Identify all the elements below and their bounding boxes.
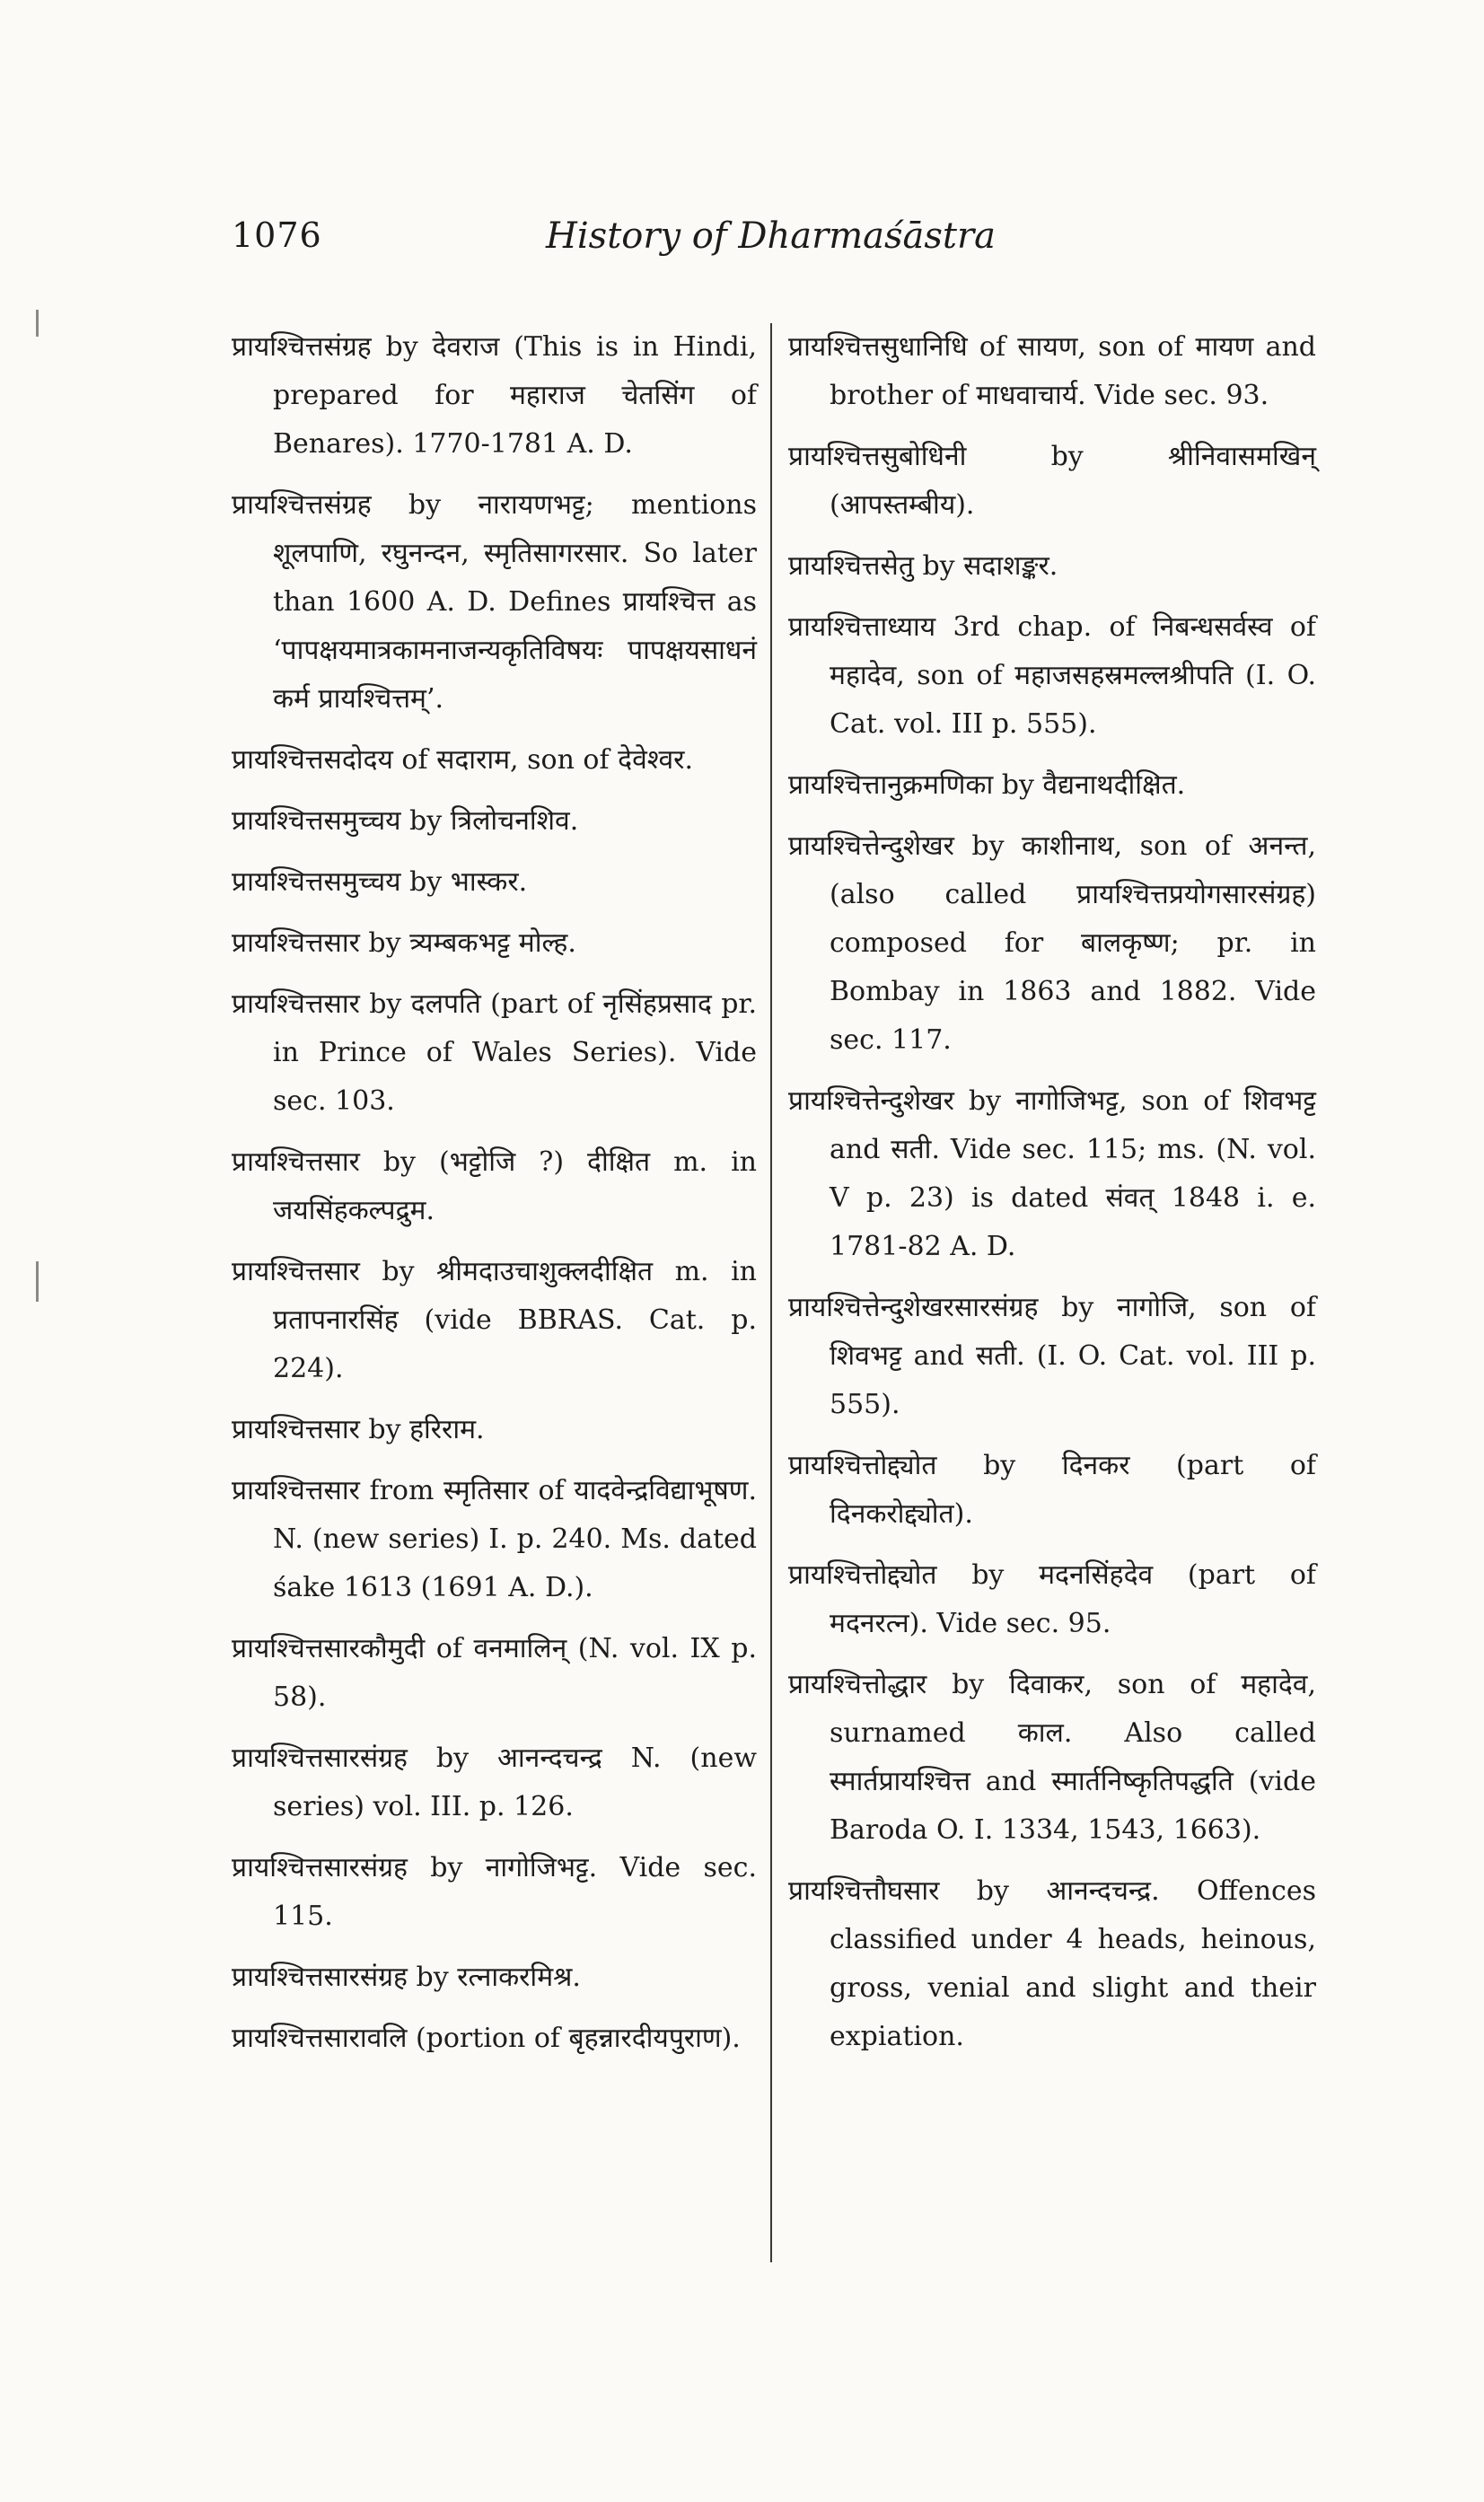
index-entry: प्रायश्चित्तसारसंग्रह by नागोजिभट्ट. Vide sec. 115. xyxy=(232,1852,757,1932)
index-entry: प्रायश्चित्तसमुच्चय by भास्कर. xyxy=(232,866,528,898)
scan-mark xyxy=(36,310,39,337)
index-entry: प्रायश्चित्तसार by त्र्यम्बकभट्ट मोल्ह. xyxy=(232,927,576,959)
index-entry: प्रायश्चित्तेन्दुशेखर by नागोजिभट्ट, son of शिवभट्ट and सती. Vide sec. 115; ms. (N. vol. V p. 23) is dated संवत् 1848 i. e. 1781-82 A. D. xyxy=(788,1085,1316,1262)
index-entry: प्रायश्चित्तसार by हरिराम. xyxy=(232,1414,485,1445)
index-entry: प्रायश्चित्तसारावलि (portion of बृहन्नारदीयपुराण). xyxy=(232,2023,741,2054)
index-entry: प्रायश्चित्तोद्द्योत by दिनकर (part of दिनकरोद्द्योत). xyxy=(788,1450,1316,1530)
index-entry: प्रायश्चित्तसंग्रह by देवराज (This is in Hindi, prepared for महाराज चेतसिंग of Benares). 1770-1781 A. D. xyxy=(232,331,757,460)
index-entry: प्रायश्चित्तसारसंग्रह by आनन्दचन्द्र N. (new series) vol. III. p. 126. xyxy=(232,1743,757,1822)
running-title: History of Dharmaśāstra xyxy=(546,215,996,257)
index-entry: प्रायश्चित्तेन्दुशेखरसारसंग्रह by नागोजि, son of शिवभट्ट and सती. (I. O. Cat. vol. III p. 555). xyxy=(788,1292,1316,1420)
index-entry: प्रायश्चित्तसार by (भट्टोजि ?) दीक्षित m. in जयसिंहकल्पद्रुम. xyxy=(232,1146,757,1226)
index-entry: प्रायश्चित्तानुक्रमणिका by वैद्यनाथदीक्षित. xyxy=(788,769,1186,801)
index-entry: प्रायश्चित्तसेतु by सदाशङ्कर. xyxy=(788,550,1058,582)
index-entry: प्रायश्चित्तोद्द्योत by मदनसिंहदेव (part of मदनरत्न). Vide sec. 95. xyxy=(788,1559,1316,1639)
page-header xyxy=(232,215,1327,269)
right-column xyxy=(788,323,1316,2074)
index-entry: प्रायश्चित्तसदोदय of सदाराम, son of देवेश्वर. xyxy=(232,744,693,776)
index-entry: प्रायश्चित्तौघसार by आनन्दचन्द्र. Offences classified under 4 heads, heinous, gross, venial and slight and their expiation. xyxy=(788,1875,1316,2052)
index-entry: प्रायश्चित्तसारसंग्रह by रत्नाकरमिश्र. xyxy=(232,1962,581,1993)
index-entry: प्रायश्चित्तसंग्रह by नारायणभट्ट; mentions शूलपाणि, रघुनन्दन, स्मृतिसागरसार. So later than 1600 A. D. Defines प्रायश्चित्त as ‘पापक्षयमात्रकामनाजन्यकृतिविषयः पापक्षयसाधनं कर्म प्रायश्चित्तम्’. xyxy=(232,489,757,715)
index-entry: प्रायश्चित्तसुधानिधि of सायण, son of मायण and brother of माधवाचार्य. Vide sec. 93. xyxy=(788,331,1316,411)
page-number: 1076 xyxy=(232,215,322,255)
index-entry: प्रायश्चित्तसमुच्चय by त्रिलोचनशिव. xyxy=(232,805,579,837)
index-entry: प्रायश्चित्तोद्धार by दिवाकर, son of महादेव, surnamed काल. Also called स्मार्तप्रायश्चित्त and स्मार्तनिष्कृतिपद्धति (vide Baroda O. I. 1334, 1543, 1663). xyxy=(788,1669,1316,1846)
index-entry: प्रायश्चित्तेन्दुशेखर by काशीनाथ, son of अनन्त, (also called प्रायश्चित्तप्रयोगसारसंग्रह) composed for बालकृष्ण; pr. in Bombay in 1863 and 1882. Vide sec. 117. xyxy=(788,830,1316,1056)
index-entry: प्रायश्चित्तसारकौमुदी of वनमालिन् (N. vol. IX p. 58). xyxy=(232,1633,757,1713)
index-entry: प्रायश्चित्तसार from स्मृतिसार of यादवेन्द्रविद्याभूषण. N. (new series) I. p. 240. Ms. dated śake 1613 (1691 A. D.). xyxy=(232,1475,757,1603)
index-entry: प्रायश्चित्तसुबोधिनी by श्रीनिवासमखिन् (आपस्तम्बीय). xyxy=(788,441,1316,521)
column-divider xyxy=(770,323,772,2262)
index-entry: प्रायश्चित्ताध्याय 3rd chap. of निबन्धसर्वस्व of महादेव, son of महाजसहस्रमल्लश्रीपति (I. O. Cat. vol. III p. 555). xyxy=(788,611,1316,740)
left-column xyxy=(232,323,757,2076)
index-entry: प्रायश्चित्तसार by श्रीमदाउचाशुक्लदीक्षित m. in प्रतापनारसिंह (vide BBRAS. Cat. p. 224). xyxy=(232,1256,757,1384)
index-entry: प्रायश्चित्तसार by दलपति (part of नृसिंहप्रसाद pr. in Prince of Wales Series). Vide sec. 103. xyxy=(232,988,757,1117)
scan-mark xyxy=(36,1261,39,1302)
